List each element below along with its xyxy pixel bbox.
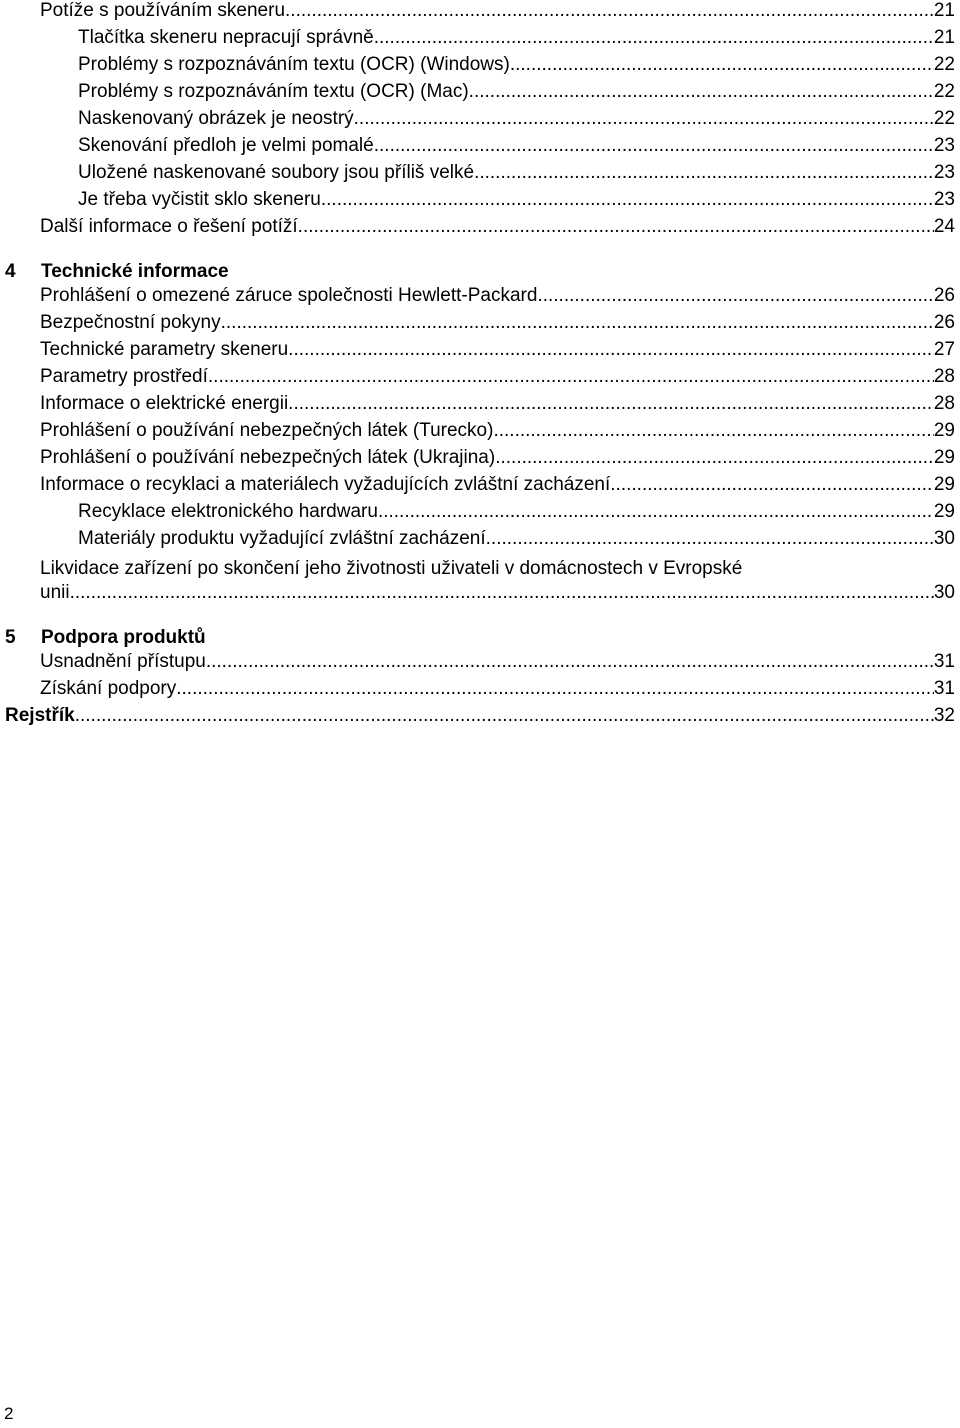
toc-leader-dots: [374, 27, 934, 49]
toc-entry[interactable]: [40, 216, 955, 243]
toc-entry[interactable]: [40, 0, 955, 27]
toc-leader-dots: [206, 651, 934, 673]
toc-entry-title: Je třeba vyčistit sklo skeneru: [78, 189, 321, 210]
toc-entry[interactable]: [40, 582, 955, 609]
toc-entry-title: Naskenovaný obrázek je neostrý: [78, 108, 354, 129]
toc-entry-title: Prohlášení o používání nebezpečných látek (Ukrajina): [40, 447, 496, 468]
toc-entry-page: 22: [933, 81, 955, 102]
toc-entry-page: 23: [933, 162, 955, 183]
toc-entry[interactable]: [78, 189, 955, 216]
toc-leader-dots: [495, 447, 934, 469]
toc-entry-page: 29: [933, 420, 955, 441]
toc-entry-page: 23: [933, 135, 955, 156]
toc-entry-title: Informace o elektrické energii: [40, 393, 289, 414]
toc-leader-dots: [354, 108, 934, 130]
toc-leader-dots: [70, 582, 934, 604]
toc-entry[interactable]: [78, 528, 955, 555]
toc-entry[interactable]: [40, 678, 955, 705]
toc-chapter-heading[interactable]: [5, 624, 505, 651]
toc-leader-dots: [469, 81, 934, 103]
toc-entry-page: 22: [933, 54, 955, 75]
toc-leader-dots: [288, 393, 934, 415]
toc-entry-page: 31: [933, 651, 955, 672]
toc-entry-page: 23: [933, 189, 955, 210]
toc-leader-dots: [285, 0, 934, 22]
toc-entry[interactable]: [40, 651, 955, 678]
toc-entry-title: Rejstřík: [5, 705, 75, 726]
toc-entry-title: Skenování předloh je velmi pomalé: [78, 135, 374, 156]
toc-entry[interactable]: [40, 285, 955, 312]
toc-leader-dots: [321, 189, 934, 211]
toc-entry-page: 22: [933, 108, 955, 129]
toc-entry-title: Prohlášení o používání nebezpečných látek (Turecko): [40, 420, 494, 441]
toc-leader-dots: [537, 285, 933, 307]
toc-entry-title: unii: [40, 582, 70, 603]
chapter-number: 5: [5, 627, 16, 648]
toc-entry-title: Parametry prostředí: [40, 366, 208, 387]
toc-leader-dots: [610, 474, 934, 496]
toc-entry-page: 27: [933, 339, 955, 360]
toc-entry-page: 26: [933, 312, 955, 333]
toc-entry-title: Získání podpory: [40, 678, 177, 699]
toc-entry[interactable]: [78, 162, 955, 189]
toc-entry-page: 32: [933, 705, 955, 726]
toc-entry-title: Informace o recyklaci a materiálech vyžadujících zvláštní zacházení: [40, 474, 611, 495]
toc-leader-dots: [208, 366, 934, 388]
toc-entry-title: Bezpečnostní pokyny: [40, 312, 221, 333]
toc-entry-title: Problémy s rozpoznáváním textu (OCR) (Mac): [78, 81, 469, 102]
toc-leader-dots: [221, 312, 934, 334]
toc-entry-page: 28: [933, 393, 955, 414]
toc-entry[interactable]: [78, 108, 955, 135]
toc-chapter-heading[interactable]: [5, 258, 505, 285]
toc-entry[interactable]: [40, 339, 955, 366]
toc-entry-title: Technické parametry skeneru: [40, 339, 289, 360]
toc-entry-title: Usnadnění přístupu: [40, 651, 206, 672]
chapter-number: 4: [5, 261, 16, 282]
toc-entry-title: Materiály produktu vyžadující zvláštní zacházení: [78, 528, 486, 549]
toc-entry[interactable]: [40, 474, 955, 501]
toc-entry-title: Recyklace elektronického hardwaru: [78, 501, 378, 522]
toc-entry[interactable]: [40, 312, 955, 339]
toc-entry-page: 21: [933, 27, 955, 48]
toc-leader-dots: [474, 162, 934, 184]
toc-entry-page: 29: [933, 447, 955, 468]
toc-leader-dots: [176, 678, 934, 700]
toc-entry-index[interactable]: [5, 705, 955, 732]
chapter-title: Podpora produktů: [41, 627, 206, 648]
toc-entry-page: 21: [933, 0, 955, 21]
toc-entry[interactable]: [78, 501, 955, 528]
toc-entry[interactable]: [78, 81, 955, 108]
toc-entry[interactable]: [40, 366, 955, 393]
toc-entry[interactable]: [40, 393, 955, 420]
toc-entry-title: Problémy s rozpoznáváním textu (OCR) (Windows): [78, 54, 510, 75]
toc-entry-page: 26: [933, 285, 955, 306]
toc-entry-page: 29: [933, 474, 955, 495]
toc-leader-dots: [374, 135, 934, 157]
toc-leader-dots: [486, 528, 934, 550]
toc-leader-dots: [378, 501, 934, 523]
toc-entry[interactable]: [78, 54, 955, 81]
toc-entry[interactable]: [78, 135, 955, 162]
toc-leader-dots: [288, 339, 934, 361]
toc-entry-title: Potíže s používáním skeneru: [40, 0, 286, 21]
toc-entry-page: 24: [933, 216, 955, 237]
toc-entry[interactable]: [78, 27, 955, 54]
toc-entry-page: 31: [933, 678, 955, 699]
toc-entry[interactable]: [40, 447, 955, 474]
toc-leader-dots: [298, 216, 934, 238]
toc-entry-page: 30: [933, 528, 955, 549]
toc-entry-title: Prohlášení o omezené záruce společnosti Hewlett-Packard: [40, 285, 538, 306]
toc-leader-dots: [510, 54, 934, 76]
toc-entry-title-line1[interactable]: Likvidace zařízení po skončení jeho životnosti uživateli v domácnostech v Evropské: [40, 558, 743, 579]
toc-leader-dots: [493, 420, 933, 442]
toc-entry-title: Tlačítka skeneru nepracují správně: [78, 27, 374, 48]
toc-entry-page: 30: [933, 582, 955, 603]
page-number: 2: [4, 1404, 14, 1423]
toc-entry-title: Další informace o řešení potíží: [40, 216, 298, 237]
toc-entry-page: 28: [933, 366, 955, 387]
toc-leader-dots: [75, 705, 934, 727]
chapter-title: Technické informace: [41, 261, 229, 282]
toc-entry-page: 29: [933, 501, 955, 522]
toc-entry-title: Uložené naskenované soubory jsou příliš velké: [78, 162, 475, 183]
toc-entry[interactable]: [40, 420, 955, 447]
